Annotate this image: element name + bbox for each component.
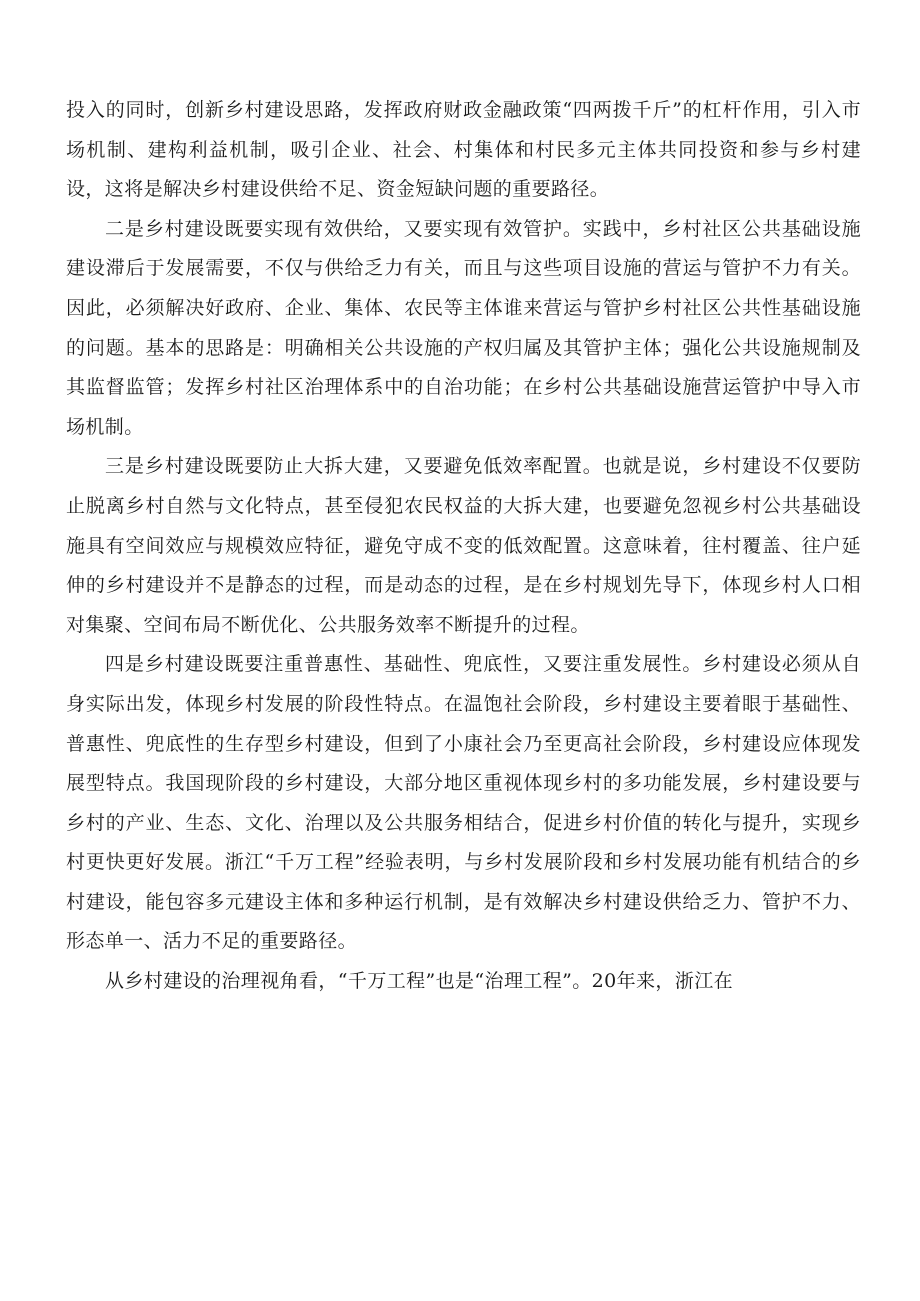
- paragraph-4-development: 四是乡村建设既要注重普惠性、基础性、兜底性，又要注重发展性。乡村建设必须从自身实际出发，体现乡村发展的阶段性特点。在温饱社会阶段，乡村建设主要着眼于基础性、普惠性、兜底性的生存型乡村建设，但到了小康社会乃至更高社会阶段，乡村建设应体现发展型特点。我国现阶段的乡村建设，大部分地区重视体现乡村的多功能发展，乡村建设要与乡村的产业、生态、文化、治理以及公共服务相结合，促进乡村价值的转化与提升，实现乡村更快更好发展。浙江“千万工程”经验表明，与乡村发展阶段和乡村发展功能有机结合的乡村建设，能包容多元建设主体和多种运行机制，是有效解决乡村建设供给乏力、管护不力、形态单一、活力不足的重要路径。: [66, 653, 861, 953]
- paragraph-5-governance: 从乡村建设的治理视角看，“千万工程”也是“治理工程”。20年来，浙江在: [105, 970, 734, 993]
- document-body: [66, 91, 861, 1002]
- paragraph-2-effective-supply: 二是乡村建设既要实现有效供给，又要实现有效管护。实践中，乡村社区公共基础设施建设滞后于发展需要，不仅与供给乏力有关，而且与这些项目设施的营运与管护不力有关。因此，必须解决好政府、企业、集体、农民等主体谁来营运与管护乡村社区公共性基础设施的问题。基本的思路是：明确相关公共设施的产权归属及其管护主体；强化公共设施规制及其监督监管；发挥乡村社区治理体系中的自治功能；在乡村公共基础设施营运管护中导入市场机制。: [66, 217, 861, 438]
- paragraph-3-prevent-demolition: 三是乡村建设既要防止大拆大建，又要避免低效率配置。也就是说，乡村建设不仅要防止脱离乡村自然与文化特点，甚至侵犯农民权益的大拆大建，也要避免忽视乡村公共基础设施具有空间效应与规模效应特征，避免守成不变的低效配置。这意味着，往村覆盖、往户延伸的乡村建设并不是静态的过程，而是动态的过程，是在乡村规划先导下，体现乡村人口相对集聚、空间布局不断优化、公共服务效率不断提升的过程。: [66, 455, 861, 636]
- paragraph-1-continuation: 投入的同时，创新乡村建设思路，发挥政府财政金融政策“四两拨千斤”的杠杆作用，引入市场机制、建构利益机制，吸引企业、社会、村集体和村民多元主体共同投资和参与乡村建设，这将是解决乡村建设供给不足、资金短缺问题的重要路径。: [66, 99, 861, 201]
